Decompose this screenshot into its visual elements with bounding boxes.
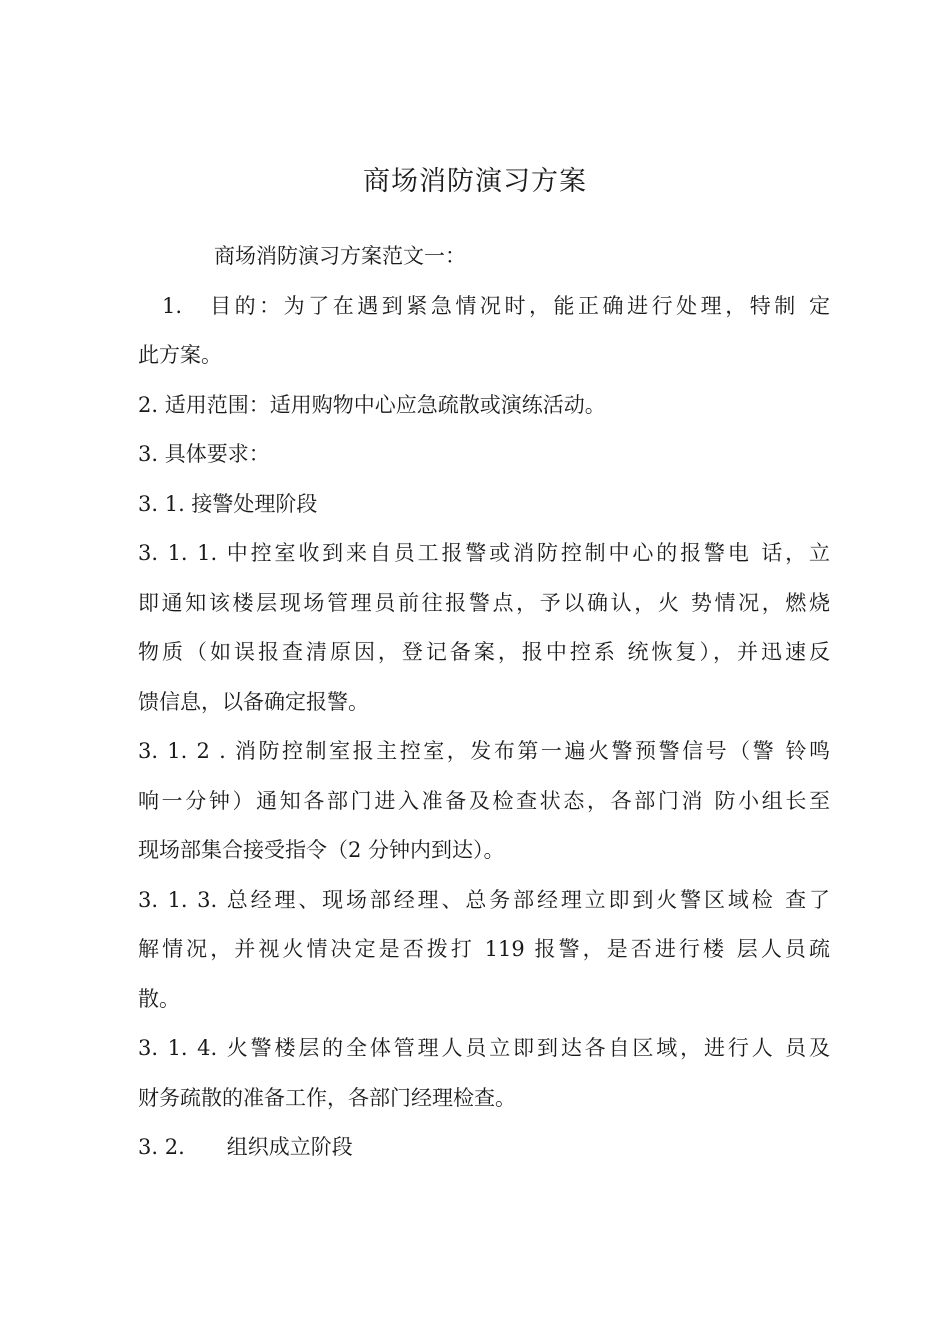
text-line: 响一分钟）通知各部门进入准备及检查状态，各部门消 防小组长至	[138, 788, 830, 813]
text-line: 2. 适用范围：适用购物中心应急疏散或演练活动。	[138, 392, 606, 417]
paragraph-intro	[138, 232, 830, 282]
document-title: 商场消防演习方案	[363, 166, 587, 197]
text-line: 馈信息，以备确定报警。	[138, 689, 369, 714]
text-line: 散。	[138, 986, 180, 1011]
text-line: 商场消防演习方案范文一：	[214, 244, 466, 268]
text-line: 3. 1. 2 . 消防控制室报主控室，发布第一遍火警预警信号（警 铃鸣	[138, 739, 830, 763]
text-line: 1. 目的：为了在遇到紧急情况时，能正确进行处理，特制 定	[162, 293, 830, 318]
paragraph-3-1-2	[138, 727, 830, 876]
paragraph-purpose	[138, 282, 830, 381]
text-line: 解情况，并视火情决定是否拨打 119 报警，是否进行楼 层人员疏	[138, 937, 830, 961]
text-line: 现场部集合接受指令（2 分钟内到达）。	[138, 838, 505, 862]
section-heading-3-1	[138, 480, 830, 530]
paragraph-3-1-1	[138, 529, 830, 727]
paragraph-3-1-4	[138, 1024, 830, 1123]
paragraph-3-1-3	[138, 876, 830, 1025]
text-line: 即通知该楼层现场管理员前往报警点，予以确认，火 势情况，燃烧	[138, 590, 830, 615]
text-line: 物质（如误报查清原因，登记备案，报中控系 统恢复），并迅速反	[138, 640, 830, 664]
text-line: 3. 1. 4. 火警楼层的全体管理人员立即到达各自区域，进行人 员及	[138, 1036, 830, 1060]
section-heading-3-2	[138, 1123, 830, 1173]
paragraph-scope	[138, 381, 830, 431]
text-line: 3. 1. 接警处理阶段	[138, 491, 318, 516]
text-line: 财务疏散的准备工作，各部门经理检查。	[138, 1085, 516, 1110]
text-line: 此方案。	[138, 343, 222, 367]
paragraph-requirements	[138, 430, 830, 480]
text-line: 3. 1. 3. 总经理、现场部经理、总务部经理立即到火警区域检 查了	[138, 887, 830, 912]
document-body	[138, 232, 830, 1173]
text-line: 3. 2. 组织成立阶段	[138, 1135, 353, 1159]
text-line: 3. 1. 1. 中控室收到来自员工报警或消防控制中心的报警电 话，立	[138, 541, 830, 565]
text-line: 3. 具体要求：	[138, 442, 270, 466]
